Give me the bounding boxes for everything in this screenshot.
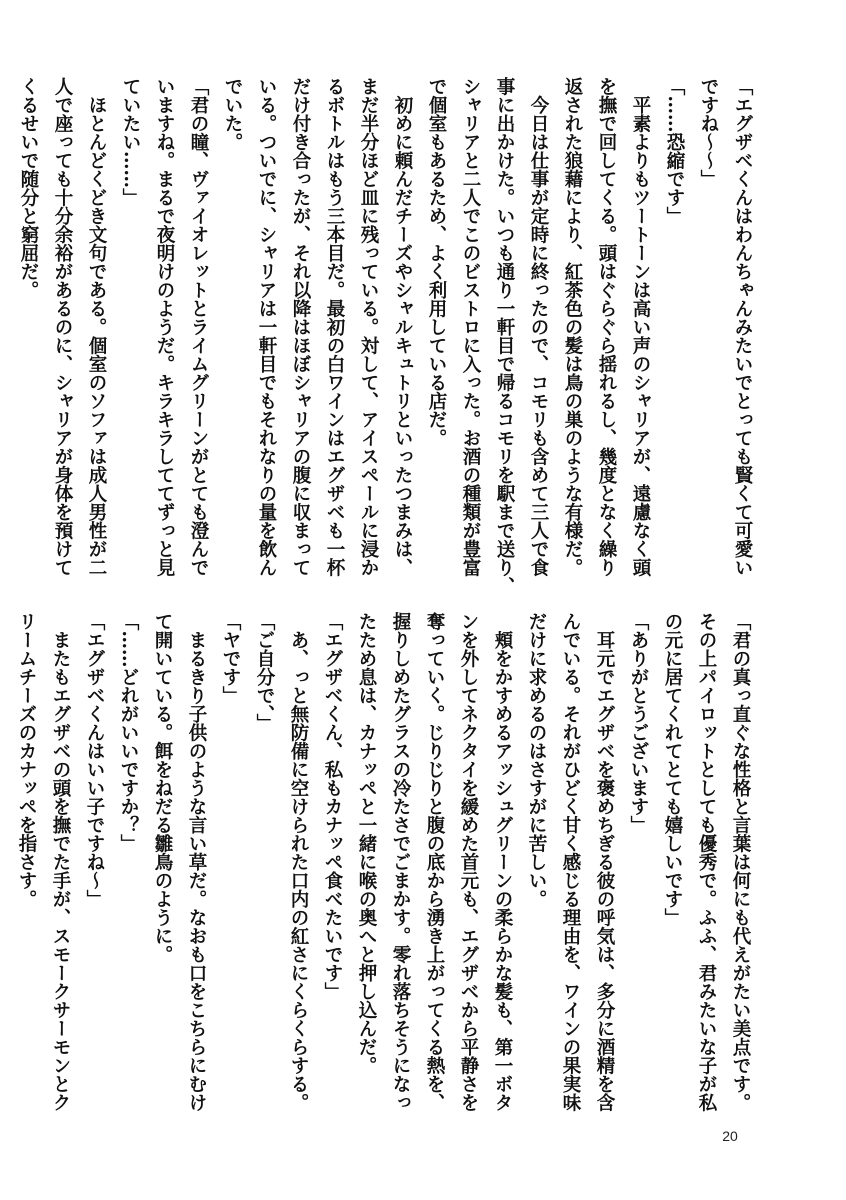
text-line: ンを外してネクタイを緩めた首元も、エグザベから平静さを [458,612,479,1112]
text-line: 「ご自分で、」 [254,612,275,733]
text-line: 「ヤです」 [220,612,241,705]
text-line: 「……どれがいいですか？」 [118,612,139,853]
text-line: 頬をかすめるアッシュグリーンの柔らかな髪も、第一ボタ [492,612,513,1112]
text-line: 平素よりもツートーンは高い声のシャリアが、遠慮なく頭 [630,77,651,577]
text-line: いる。ついでに、シャリアは一軒目でもそれなりの量を飲ん [256,77,277,577]
text-line: 握りしめたグラスの冷たさでごまかす。零れ落ちそうになっ [390,612,411,1112]
text-line: だけに求めるのはさすがに苦しい。 [526,612,547,908]
text-line: 耳元でエグザベを褒めちぎる彼の呼気は、多分に酒精を含 [594,612,615,1112]
text-line: 人で座っても十分余裕があるのに、シャリアが身体を預けて [52,77,73,577]
text-line: で個室もあるため、よく利用している店だ。 [426,77,447,447]
text-line: 「……恐縮です」 [664,77,685,225]
text-line: て開いている。餌をねだる雛鳥のように。 [152,612,173,964]
text-line: くるせいで随分と窮屈だ。 [18,77,39,299]
text-block-top [18,77,759,597]
text-line: 「エグザベくんはいい子ですね〜」 [84,612,105,908]
text-line: たため息は、カナッペと一緒に喉の奥へと押し込んだ。 [356,612,377,1075]
text-line: るボトルはもう三本目だ。最初の白ワインはエグザベも一杯 [324,77,345,577]
text-line: 「ありがとうございます」 [628,612,649,834]
text-line: ほとんどくどき文句である。個室のソファは成人男性が二 [86,77,107,577]
text-line: 事に出かけた。いつも通り一軒目で帰るコモリを駅まで送り、 [494,77,515,595]
text-line: の元に居てくれてとても嬉しいです」 [662,612,683,927]
text-line: 「エグザベくんはわんちゃんみたいでとっても賢くて可愛い [732,77,753,577]
text-line: 返された狼藉により、紅茶色の髪は鳥の巣のような有様だ。 [562,77,583,577]
text-block-bottom [16,612,757,1112]
text-line: 「エグザベくん、私もカナッペ食べたいです」 [322,612,343,1001]
page-number: 20 [722,1128,738,1144]
text-line: んでいる。それがひどく甘く感じる理由を、ワインの果実味 [560,612,581,1112]
text-line: その上パイロットとしても優秀で。ふふ、君みたいな子が私 [696,612,717,1112]
text-line: でいた。 [222,77,243,151]
text-line: 「君の真っ直ぐな性格と言葉は何にも代えがたい美点です。 [730,612,751,1112]
text-line: ですね〜〜」 [698,77,719,188]
text-line: を撫で回してくる。頭はぐらぐら揺れるし、幾度となく繰り [596,77,617,577]
text-line: 初めに頼んだチーズやシャルキュトリといったつまみは、 [392,77,413,577]
text-line: またもエグザベの頭を撫でた手が、スモークサーモンとク [50,612,71,1112]
text-line: あ、っと無防備に空けられた口内の紅さにくらくらする。 [288,612,309,1112]
text-line: シャリアと二人でこのビストロに入った。お酒の種類が豊富 [460,77,481,577]
text-line: ていたい……」 [120,77,141,207]
text-line: まだ半分ほど皿に残っている。対して、アイスペールに浸か [358,77,379,577]
text-line: 「君の瞳、ヴァイオレットとライムグリーンがとても澄んで [188,77,209,577]
text-line: 今日は仕事が定時に終ったので、コモリも含めて三人で食 [528,77,549,577]
text-line: いますね。まるで夜明けのようだ。キラキラしててずっと見 [154,77,175,577]
text-line: 奪っていく。じりじりと腹の底から湧き上がってくる熱を、 [424,612,445,1112]
text-line: リームチーズのカナッペを指さす。 [16,612,37,908]
text-line: まるきり子供のような言い草だ。なおも口をこちらにむけ [186,612,207,1112]
text-line: だけ付き合ったが、それ以降はほぼシャリアの腹に収まって [290,77,311,577]
